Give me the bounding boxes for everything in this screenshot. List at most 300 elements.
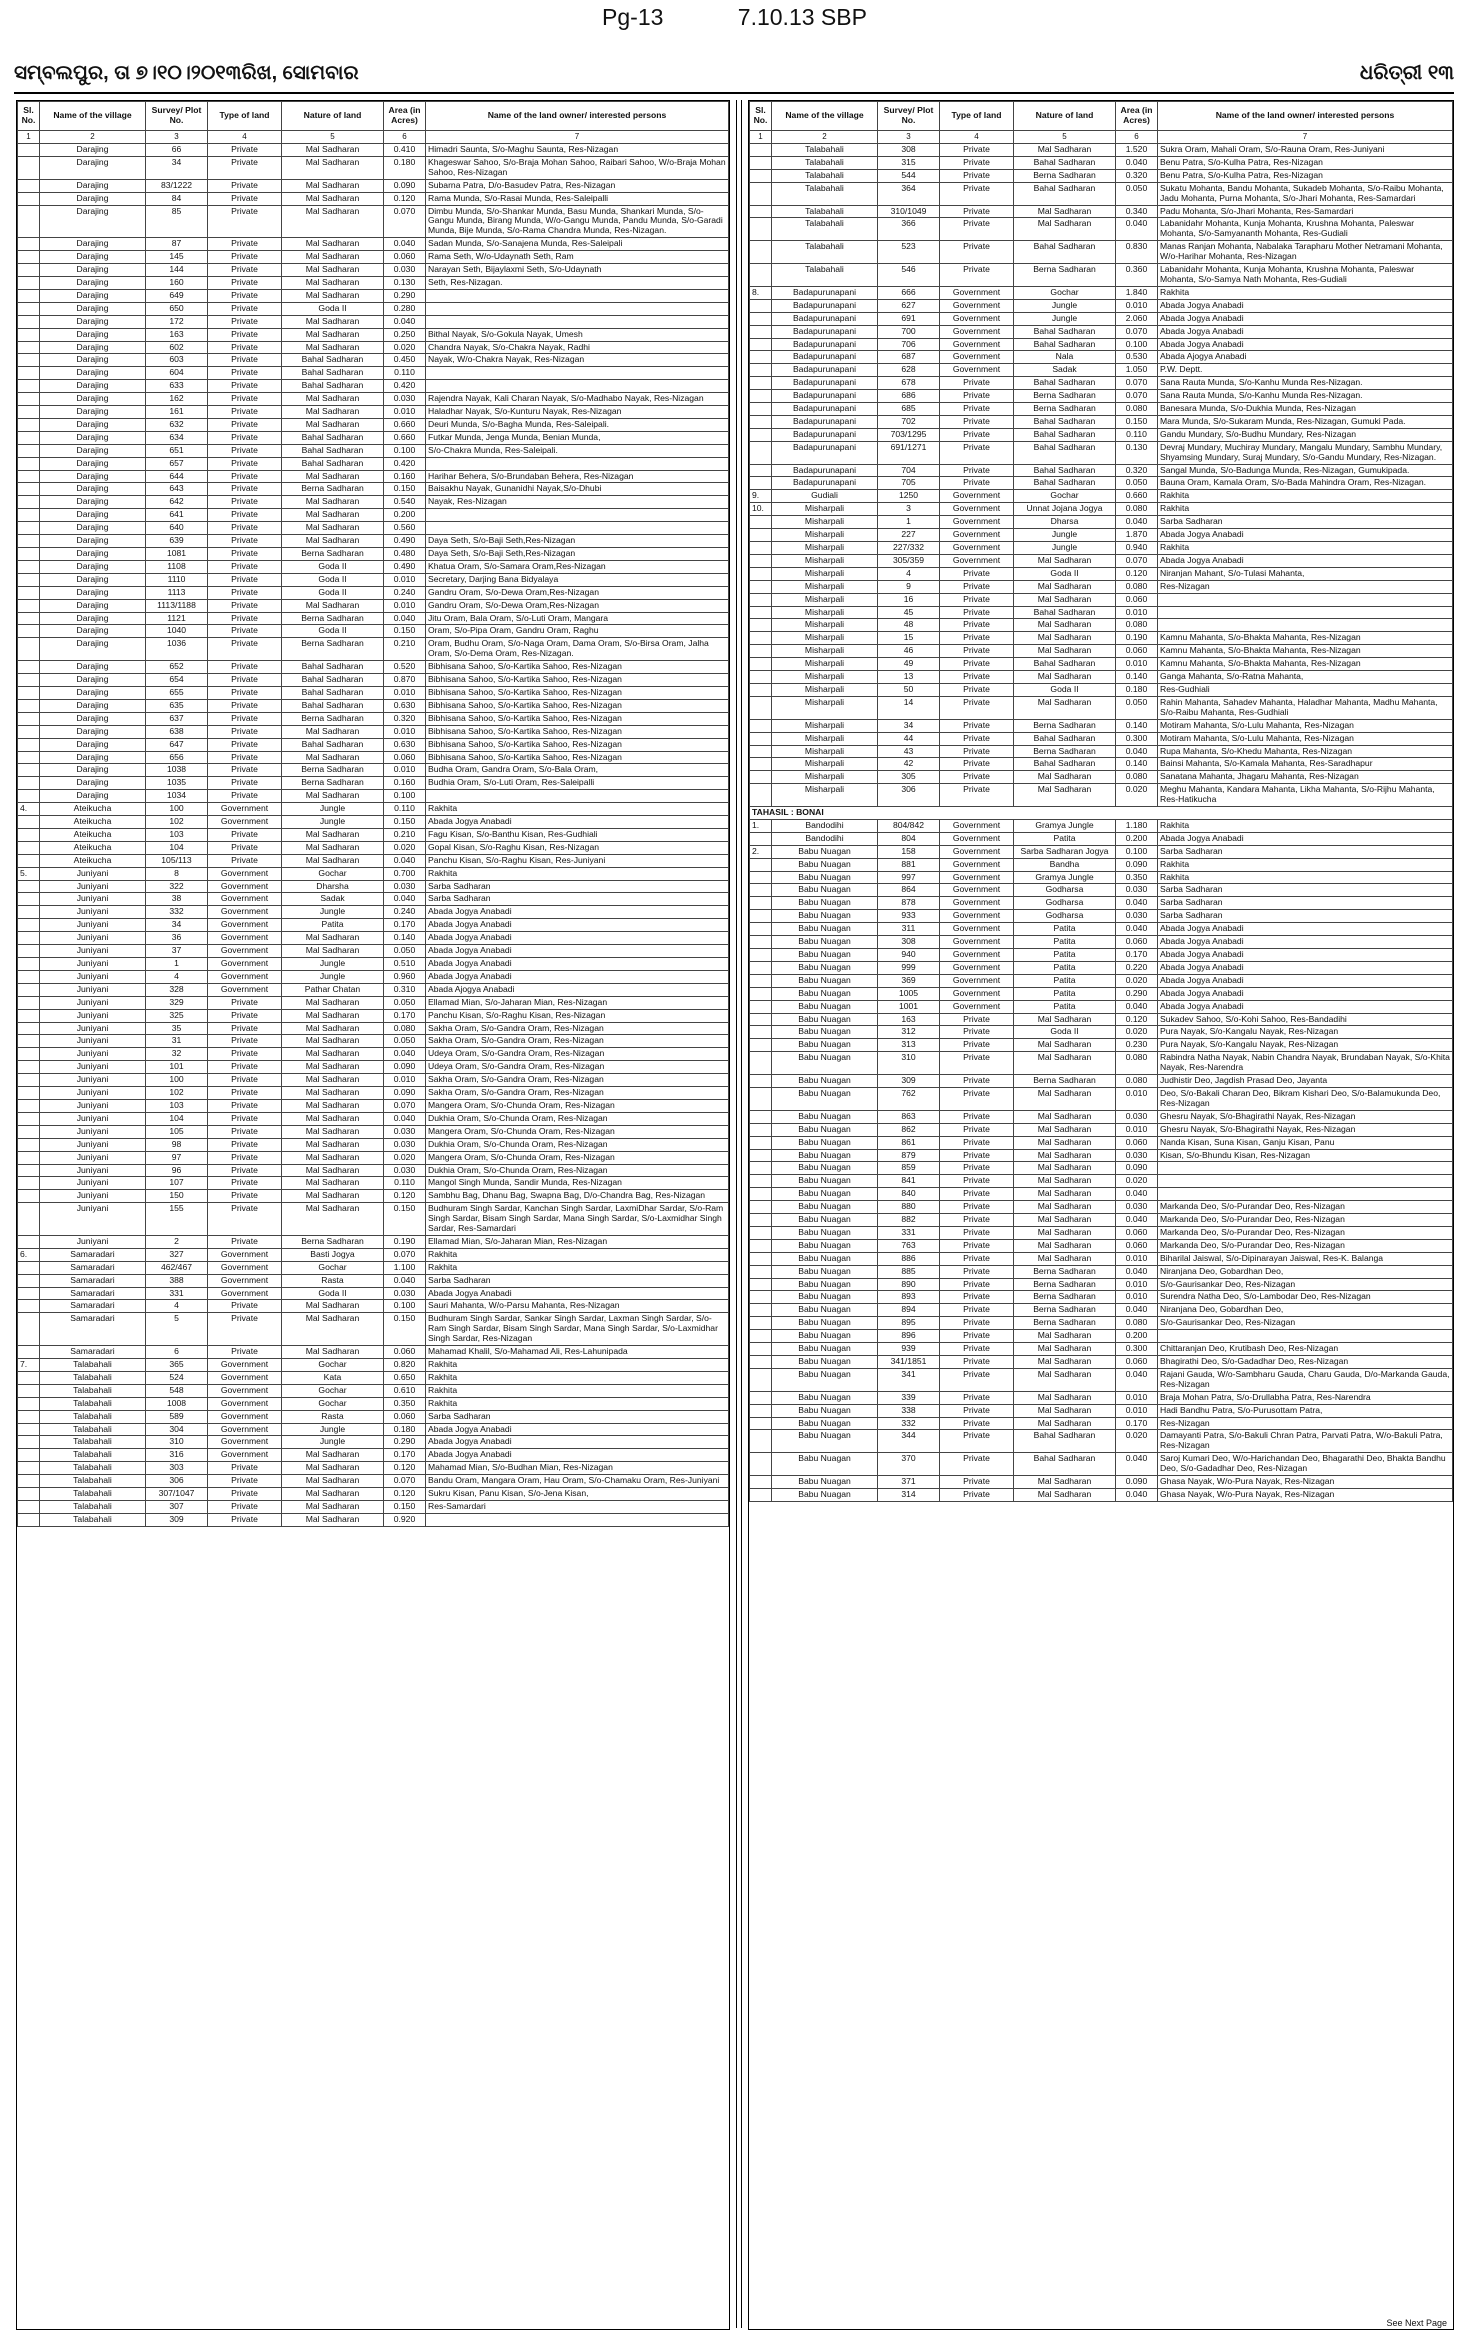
land-table-right — [749, 101, 1453, 1502]
table-row — [750, 719, 1453, 732]
cell-survey: 309 — [878, 1075, 940, 1088]
cell-nature: Mal Sadharan — [282, 1112, 384, 1125]
cell-type: Government — [208, 1274, 282, 1287]
cell-area: 0.010 — [1116, 1252, 1158, 1265]
table-row — [18, 179, 729, 192]
cell-owner: Deo, S/o-Bakali Charan Deo, Bikram Kishari Deo, S/o-Balamukunda Deo, Res-Nizagan — [1158, 1087, 1453, 1110]
cell-sl-no — [18, 144, 40, 157]
cell-area: 0.040 — [1116, 156, 1158, 169]
table-row — [18, 367, 729, 380]
cell-owner: Mangera Oram, S/o-Chunda Oram, Res-Nizagan — [426, 1151, 729, 1164]
cell-village: Babu Nuagan — [772, 1278, 878, 1291]
cell-owner: Rakhita — [1158, 858, 1453, 871]
cell-sl-no — [750, 987, 772, 1000]
cell-area: 0.190 — [384, 1235, 426, 1248]
cell-type: Government — [940, 503, 1014, 516]
table-row — [750, 377, 1453, 390]
cell-survey: 639 — [146, 535, 208, 548]
table-row — [18, 983, 729, 996]
cell-survey: 686 — [878, 390, 940, 403]
cell-sl-no — [750, 542, 772, 555]
cell-area: 0.020 — [384, 341, 426, 354]
cell-area: 0.490 — [384, 535, 426, 548]
cell-nature: Bahal Sadharan — [1014, 464, 1116, 477]
cell-village: Darajing — [40, 573, 146, 586]
cell-sl-no — [18, 712, 40, 725]
cell-village: Darajing — [40, 264, 146, 277]
cell-sl-no — [750, 428, 772, 441]
cell-village: Misharpali — [772, 658, 878, 671]
cell-sl-no — [750, 477, 772, 490]
table-row — [18, 612, 729, 625]
cell-type: Private — [940, 1291, 1014, 1304]
col-number: 4 — [940, 131, 1014, 144]
cell-area: 0.030 — [384, 1164, 426, 1177]
cell-survey: 163 — [878, 1013, 940, 1026]
cell-nature: Mal Sadharan — [282, 238, 384, 251]
cell-survey: 1035 — [146, 777, 208, 790]
cell-survey: 43 — [878, 745, 940, 758]
cell-area: 0.010 — [384, 406, 426, 419]
cell-survey: 85 — [146, 205, 208, 238]
cell-type: Private — [208, 315, 282, 328]
cell-village: Darajing — [40, 586, 146, 599]
cell-sl-no — [18, 1313, 40, 1346]
table-row — [750, 910, 1453, 923]
cell-survey: 997 — [878, 871, 940, 884]
cell-area: 0.420 — [384, 380, 426, 393]
cell-owner: Abada Jogya Anabadi — [426, 945, 729, 958]
cell-type: Private — [208, 1138, 282, 1151]
cell-survey: 48 — [878, 619, 940, 632]
cell-area: 0.540 — [384, 496, 426, 509]
cell-area: 0.560 — [384, 522, 426, 535]
cell-nature: Mal Sadharan — [1014, 1175, 1116, 1188]
table-row — [750, 732, 1453, 745]
cell-owner: Kamnu Mahanta, S/o-Bhakta Mahanta, Res-Nizagan — [1158, 645, 1453, 658]
cell-type: Government — [940, 364, 1014, 377]
cell-owner: Mara Munda, S/o-Sukaram Munda, Res-Nizagan, Gumuki Pada. — [1158, 415, 1453, 428]
table-row — [18, 1384, 729, 1397]
cell-village: Talabahali — [772, 144, 878, 157]
cell-village: Badapurunapani — [772, 338, 878, 351]
table-row — [18, 1287, 729, 1300]
cell-nature: Rasta — [282, 1274, 384, 1287]
see-next-page-note: See Next Page — [1386, 2318, 1447, 2328]
cell-survey: 15 — [878, 632, 940, 645]
cell-type: Private — [208, 674, 282, 687]
cell-survey: 339 — [878, 1391, 940, 1404]
cell-village: Juniyani — [40, 893, 146, 906]
cell-type: Private — [940, 1404, 1014, 1417]
cell-type: Private — [208, 179, 282, 192]
cell-village: Misharpali — [772, 732, 878, 745]
cell-type: Private — [940, 1052, 1014, 1075]
cell-sl-no — [750, 1226, 772, 1239]
cell-owner: Rakhita — [1158, 542, 1453, 555]
cell-survey: 4 — [146, 1300, 208, 1313]
cell-type: Private — [208, 586, 282, 599]
cell-survey: 763 — [878, 1239, 940, 1252]
cell-owner — [1158, 1330, 1453, 1343]
cell-owner: Fagu Kisan, S/o-Banthu Kisan, Res-Gudhiali — [426, 828, 729, 841]
cell-village: Juniyani — [40, 919, 146, 932]
cell-nature: Mal Sadharan — [1014, 1391, 1116, 1404]
cell-owner: Narayan Seth, Bijaylaxmi Seth, S/o-Udaynath — [426, 264, 729, 277]
cell-survey: 1081 — [146, 548, 208, 561]
cell-village: Misharpali — [772, 771, 878, 784]
col-number: 5 — [282, 131, 384, 144]
cell-sl-no — [750, 1136, 772, 1149]
cell-owner: Dimbu Munda, S/o-Shankar Munda, Basu Munda, Shankari Munda, S/o-Gangu Munda, Birang Munda, W/o-Gangu Munda, Pandu Munda, S/o-Garadi Munda, Bije Munda, S/o-Rama Chandra Munda, Res-Nizagan. — [426, 205, 729, 238]
cell-type: Private — [940, 264, 1014, 287]
table-row — [18, 144, 729, 157]
cell-area: 0.020 — [1116, 1026, 1158, 1039]
cell-village: Babu Nuagan — [772, 1052, 878, 1075]
cell-nature: Mal Sadharan — [282, 1061, 384, 1074]
cell-area: 0.200 — [1116, 1330, 1158, 1343]
cell-village: Darajing — [40, 509, 146, 522]
cell-type: Private — [940, 771, 1014, 784]
cell-owner: Budhuram Singh Sardar, Sankar Singh Sardar, Laxman Singh Sardar, S/o-Ram Singh Sardar, Bisam Singh Sardar, Mana Singh Sardar, S/o-Laxmidhar Singh Sardar, Res-Nizagan — [426, 1313, 729, 1346]
cell-village: Badapurunapani — [772, 377, 878, 390]
cell-owner: Ghasa Nayak, W/o-Pura Nayak, Res-Nizagan — [1158, 1476, 1453, 1489]
cell-area: 0.660 — [1116, 490, 1158, 503]
cell-village: Babu Nuagan — [772, 1330, 878, 1343]
cell-nature: Mal Sadharan — [282, 264, 384, 277]
cell-owner: Rakhita — [1158, 871, 1453, 884]
cell-owner: Niranjan Mahant, S/o-Tulasi Mahanta, — [1158, 567, 1453, 580]
cell-area: 0.060 — [1116, 936, 1158, 949]
cell-sl-no — [18, 406, 40, 419]
cell-nature: Mal Sadharan — [1014, 1039, 1116, 1052]
cell-village: Darajing — [40, 638, 146, 661]
cell-sl-no — [750, 771, 772, 784]
cell-owner: Rajani Gauda, W/o-Sambharu Gauda, Charu Gauda, D/o-Markanda Gauda, Res-Nizagan — [1158, 1368, 1453, 1391]
cell-owner: Secretary, Darjing Bana Bidyalaya — [426, 573, 729, 586]
cell-owner: Chittaranjan Deo, Krutibash Deo, Res-Nizagan — [1158, 1343, 1453, 1356]
cell-type: Private — [208, 1462, 282, 1475]
cell-village: Darajing — [40, 444, 146, 457]
cell-type: Private — [940, 1239, 1014, 1252]
table-row — [750, 312, 1453, 325]
header-survey: Survey/ Plot No. — [146, 102, 208, 131]
cell-type: Private — [208, 764, 282, 777]
cell-survey: 369 — [878, 974, 940, 987]
cell-type: Private — [940, 1039, 1014, 1052]
cell-village: Misharpali — [772, 758, 878, 771]
cell-nature: Mal Sadharan — [1014, 218, 1116, 241]
cell-sl-no — [750, 871, 772, 884]
table-row — [750, 1278, 1453, 1291]
cell-village: Darajing — [40, 367, 146, 380]
cell-survey: 155 — [146, 1203, 208, 1236]
cell-owner: Mangol Singh Munda, Sandir Munda, Res-Nizagan — [426, 1177, 729, 1190]
cell-survey: 628 — [878, 364, 940, 377]
cell-sl-no — [750, 1252, 772, 1265]
cell-survey: 8 — [146, 867, 208, 880]
cell-sl-no — [750, 910, 772, 923]
cell-owner: S/o-Gaurisankar Deo, Res-Nizagan — [1158, 1278, 1453, 1291]
cell-sl-no — [750, 606, 772, 619]
cell-sl-no — [18, 535, 40, 548]
cell-sl-no — [750, 169, 772, 182]
cell-survey: 66 — [146, 144, 208, 157]
cell-sl-no — [750, 1175, 772, 1188]
cell-nature: Bahal Sadharan — [282, 661, 384, 674]
cell-survey: 311 — [878, 923, 940, 936]
cell-owner: Ellamad Mian, S/o-Jaharan Mian, Res-Nizagan — [426, 1235, 729, 1248]
cell-area: 0.060 — [384, 251, 426, 264]
cell-owner: Jitu Oram, Bala Oram, S/o-Luti Oram, Mangara — [426, 612, 729, 625]
cell-survey: 105 — [146, 1125, 208, 1138]
cell-type: Private — [208, 341, 282, 354]
cell-type: Private — [208, 1190, 282, 1203]
cell-owner: Meghu Mahanta, Kandara Mahanta, Likha Mahanta, S/o-Rijhu Mahanta, Res-Hatikucha — [1158, 784, 1453, 807]
cell-sl-no — [18, 302, 40, 315]
cell-nature: Gochar — [282, 1384, 384, 1397]
cell-sl-no — [750, 832, 772, 845]
cell-type: Private — [940, 464, 1014, 477]
cell-nature: Mal Sadharan — [282, 1462, 384, 1475]
cell-sl-no — [18, 1371, 40, 1384]
cell-sl-no — [750, 745, 772, 758]
table-row — [18, 1112, 729, 1125]
cell-sl-no — [750, 1239, 772, 1252]
cell-type: Private — [940, 606, 1014, 619]
cell-village: Juniyani — [40, 945, 146, 958]
cell-sl-no — [18, 573, 40, 586]
cell-owner: Sukatu Mohanta, Bandu Mohanta, Sukadeb Mohanta, S/o-Raibu Mohanta, Jadu Mohanta, Purna Mohanta, S/o-Jhari Mohanta, Res-Samardari — [1158, 182, 1453, 205]
cell-nature: Mal Sadharan — [1014, 1188, 1116, 1201]
cell-type: Private — [208, 612, 282, 625]
cell-village: Darajing — [40, 393, 146, 406]
table-row — [750, 299, 1453, 312]
cell-owner: Nanda Kisan, Suna Kisan, Ganju Kisan, Panu — [1158, 1136, 1453, 1149]
cell-sl-no — [18, 251, 40, 264]
col-number: 6 — [384, 131, 426, 144]
cell-village: Talabahali — [772, 218, 878, 241]
cell-survey: 105/113 — [146, 854, 208, 867]
cell-village: Badapurunapani — [772, 351, 878, 364]
cell-type: Private — [208, 661, 282, 674]
header-owner: Name of the land owner/ interested persons — [1158, 102, 1453, 131]
cell-village: Babu Nuagan — [772, 871, 878, 884]
cell-area: 0.040 — [1116, 745, 1158, 758]
table-row — [18, 341, 729, 354]
cell-area: 0.650 — [384, 1371, 426, 1384]
cell-type: Private — [940, 441, 1014, 464]
cell-village: Misharpali — [772, 619, 878, 632]
cell-area: 1.870 — [1116, 529, 1158, 542]
cell-owner: Sarba Sadharan — [1158, 845, 1453, 858]
cell-survey: 638 — [146, 725, 208, 738]
cell-sl-no — [18, 1138, 40, 1151]
cell-sl-no — [750, 580, 772, 593]
table-row — [750, 1317, 1453, 1330]
cell-area: 0.040 — [384, 1274, 426, 1287]
cell-survey: 804/842 — [878, 819, 940, 832]
cell-sl-no: 2. — [750, 845, 772, 858]
cell-type: Government — [940, 974, 1014, 987]
cell-nature: Berna Sadharan — [1014, 390, 1116, 403]
cell-owner: Abada Jogya Anabadi — [426, 958, 729, 971]
cell-nature: Mal Sadharan — [282, 418, 384, 431]
cell-type: Private — [208, 496, 282, 509]
cell-sl-no — [18, 764, 40, 777]
cell-sl-no — [750, 1039, 772, 1052]
cell-nature: Mal Sadharan — [1014, 1417, 1116, 1430]
cell-type: Private — [208, 393, 282, 406]
table-row — [18, 919, 729, 932]
cell-village: Talabahali — [40, 1488, 146, 1501]
cell-area: 0.290 — [384, 289, 426, 302]
cell-nature: Mal Sadharan — [282, 790, 384, 803]
cell-sl-no — [18, 828, 40, 841]
cell-area: 0.080 — [384, 1022, 426, 1035]
cell-type: Private — [940, 403, 1014, 416]
table-row — [18, 1300, 729, 1313]
cell-area: 0.190 — [1116, 632, 1158, 645]
cell-sl-no — [18, 1061, 40, 1074]
table-row — [18, 1190, 729, 1203]
table-row — [750, 987, 1453, 1000]
cell-type: Private — [208, 1061, 282, 1074]
cell-village: Darajing — [40, 457, 146, 470]
cell-survey: 894 — [878, 1304, 940, 1317]
cell-sl-no — [750, 1000, 772, 1013]
cell-type: Private — [940, 169, 1014, 182]
cell-area: 0.090 — [1116, 1476, 1158, 1489]
cell-owner: Rakhita — [426, 1371, 729, 1384]
cell-area: 0.290 — [384, 1436, 426, 1449]
cell-type: Private — [940, 1136, 1014, 1149]
cell-type: Government — [208, 1359, 282, 1372]
cell-village: Misharpali — [772, 632, 878, 645]
cell-survey: 544 — [878, 169, 940, 182]
table-row — [18, 1061, 729, 1074]
cell-survey: 703/1295 — [878, 428, 940, 441]
table-row — [750, 286, 1453, 299]
cell-owner: Abada Ajogya Anabadi — [426, 983, 729, 996]
cell-nature: Nala — [1014, 351, 1116, 364]
table-row — [750, 1488, 1453, 1501]
cell-area: 0.960 — [384, 970, 426, 983]
cell-village: Misharpali — [772, 542, 878, 555]
cell-village: Darajing — [40, 276, 146, 289]
cell-nature: Bahal Sadharan — [1014, 758, 1116, 771]
cell-survey: 706 — [878, 338, 940, 351]
cell-survey: 316 — [146, 1449, 208, 1462]
table-row — [750, 771, 1453, 784]
cell-nature: Mal Sadharan — [1014, 1368, 1116, 1391]
table-row — [18, 1177, 729, 1190]
cell-owner: Rajendra Nayak, Kali Charan Nayak, S/o-Madhabo Nayak, Res-Nizagan — [426, 393, 729, 406]
cell-survey: 341/1851 — [878, 1356, 940, 1369]
cell-type: Government — [208, 906, 282, 919]
table-row — [18, 1313, 729, 1346]
cell-area: 0.070 — [384, 1248, 426, 1261]
cell-survey: 84 — [146, 192, 208, 205]
cell-type: Government — [940, 490, 1014, 503]
cell-village: Babu Nuagan — [772, 1239, 878, 1252]
cell-survey: 700 — [878, 325, 940, 338]
cell-sl-no — [750, 897, 772, 910]
cell-area: 0.010 — [1116, 658, 1158, 671]
cell-owner: Dukhia Oram, S/o-Chunda Oram, Res-Nizagan — [426, 1112, 729, 1125]
cell-survey: 641 — [146, 509, 208, 522]
cell-village: Darajing — [40, 205, 146, 238]
table-row — [18, 816, 729, 829]
cell-area: 0.020 — [1116, 1175, 1158, 1188]
cell-survey: 895 — [878, 1317, 940, 1330]
cell-survey: 313 — [878, 1039, 940, 1052]
cell-type: Government — [208, 1287, 282, 1300]
cell-area: 0.010 — [384, 573, 426, 586]
cell-village: Juniyani — [40, 1164, 146, 1177]
cell-village: Babu Nuagan — [772, 1149, 878, 1162]
cell-sl-no — [18, 738, 40, 751]
cell-nature: Bahal Sadharan — [1014, 241, 1116, 264]
left-table-body — [18, 144, 729, 1527]
cell-survey: 882 — [878, 1214, 940, 1227]
cell-nature: Berna Sadharan — [1014, 1304, 1116, 1317]
cell-type: Government — [940, 1000, 1014, 1013]
cell-area: 0.020 — [1116, 784, 1158, 807]
cell-owner: Panchu Kisan, S/o-Raghu Kisan, Res-Nizagan — [426, 1009, 729, 1022]
table-row — [18, 1449, 729, 1462]
cell-sl-no — [18, 816, 40, 829]
cell-sl-no — [750, 264, 772, 287]
cell-nature: Basti Jogya — [282, 1248, 384, 1261]
cell-survey: 704 — [878, 464, 940, 477]
cell-village: Babu Nuagan — [772, 1087, 878, 1110]
cell-village: Juniyani — [40, 970, 146, 983]
cell-owner: Dukhia Oram, S/o-Chunda Oram, Res-Nizagan — [426, 1138, 729, 1151]
cell-nature: Mal Sadharan — [1014, 1343, 1116, 1356]
table-row — [18, 586, 729, 599]
cell-owner: Sakha Oram, S/o-Gandra Oram, Res-Nizagan — [426, 1087, 729, 1100]
table-row — [18, 1151, 729, 1164]
cell-owner: Sarba Sadharan — [426, 1410, 729, 1423]
cell-sl-no — [18, 854, 40, 867]
cell-area: 0.030 — [1116, 910, 1158, 923]
cell-area: 0.150 — [384, 1500, 426, 1513]
cell-area: 0.350 — [384, 1397, 426, 1410]
cell-owner: Bibhisana Sahoo, S/o-Kartika Sahoo, Res-Nizagan — [426, 686, 729, 699]
cell-sl-no — [18, 599, 40, 612]
cell-village: Darajing — [40, 238, 146, 251]
table-row — [750, 516, 1453, 529]
cell-survey: 1 — [878, 516, 940, 529]
cell-survey: 309 — [146, 1513, 208, 1526]
cell-sl-no — [750, 1430, 772, 1453]
cell-area: 0.080 — [1116, 771, 1158, 784]
cell-area: 0.490 — [384, 560, 426, 573]
cell-type: Private — [940, 1304, 1014, 1317]
cell-owner: Daya Seth, S/o-Baji Seth,Res-Nizagan — [426, 548, 729, 561]
cell-village: Babu Nuagan — [772, 858, 878, 871]
cell-nature: Jungle — [282, 906, 384, 919]
cell-nature: Mal Sadharan — [1014, 1404, 1116, 1417]
cell-area: 0.280 — [384, 302, 426, 315]
cell-area: 0.110 — [384, 803, 426, 816]
cell-survey: 642 — [146, 496, 208, 509]
table-row — [18, 354, 729, 367]
cell-survey: 97 — [146, 1151, 208, 1164]
cell-sl-no — [750, 936, 772, 949]
cell-village: Babu Nuagan — [772, 974, 878, 987]
